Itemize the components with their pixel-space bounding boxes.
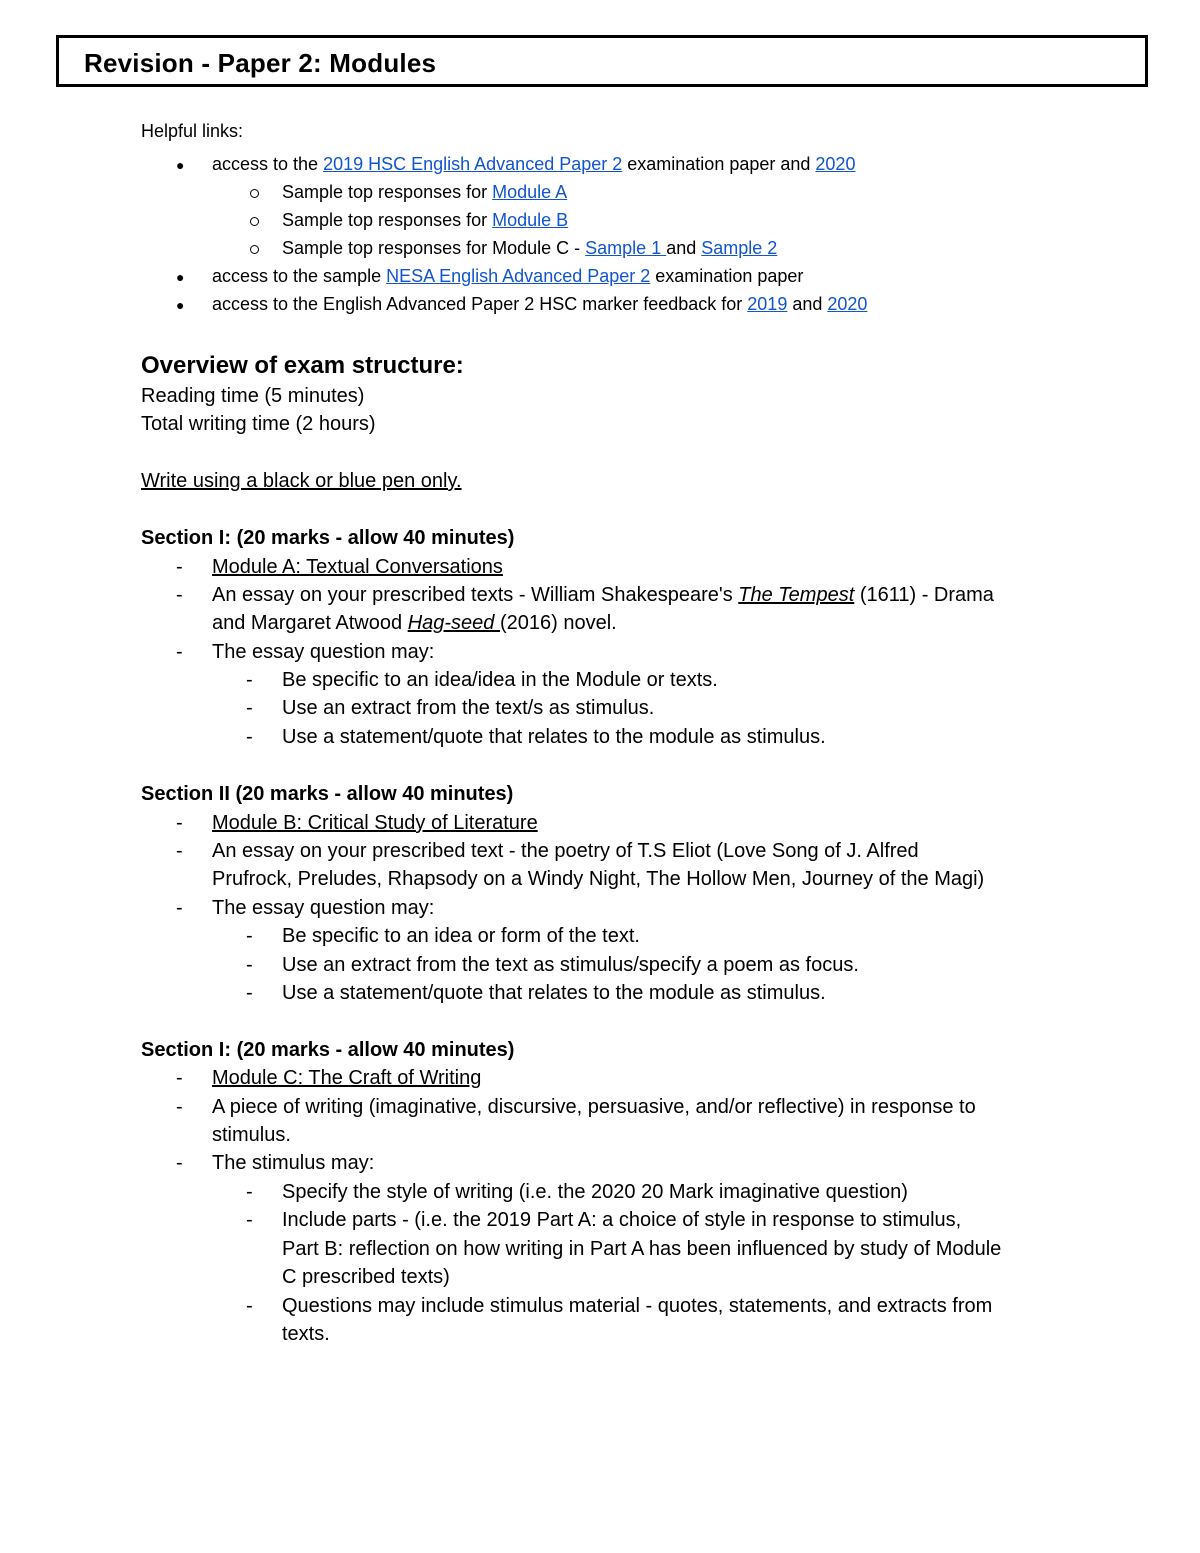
dash-icon: - [246,1209,253,1231]
bullet-icon: ● [176,269,185,285]
writing-time: Total writing time (2 hours) [141,413,376,435]
text-segment: and [666,238,702,258]
helpful-item-feedback [212,294,867,315]
link-2019-hsc-paper[interactable]: 2019 HSC English Advanced Paper 2 [323,154,623,174]
text-segment: access to the [212,154,324,174]
section-b-item-3: Use a statement/quote that relates to the module as stimulus. [282,982,826,1004]
link-nesa-paper[interactable]: NESA English Advanced Paper 2 [386,266,651,286]
dash-icon: - [176,1096,183,1118]
section-c-piece-line2: stimulus. [212,1124,291,1146]
dash-icon: - [176,641,183,663]
section-c-may: The stimulus may: [212,1152,375,1174]
dash-icon: - [246,954,253,976]
link-sample-1[interactable]: Sample 1 [585,238,667,258]
section-c-item-2-line1: Include parts - (i.e. the 2019 Part A: a choice of style in response to stimulus, [282,1209,962,1231]
dash-icon: - [246,1295,253,1317]
dash-icon: - [176,1067,183,1089]
helpful-links-label: Helpful links: [141,121,244,141]
section-b-heading: Section II (20 marks - allow 40 minutes) [141,783,514,805]
section-a-module: Module A: Textual Conversations [212,556,503,578]
link-module-b[interactable]: Module B [492,210,569,230]
pen-instruction: Write using a black or blue pen only. [141,470,462,492]
text-segment: examination paper and [622,154,816,174]
text-segment: and Margaret Atwood [212,612,408,634]
dash-icon: - [246,1181,253,1203]
text-segment: Sample top responses for [282,210,493,230]
section-b-module: Module B: Critical Study of Literature [212,812,538,834]
section-b-essay-line2: Prufrock, Preludes, Rhapsody on a Windy Night, The Hollow Men, Journey of the Magi) [212,868,985,890]
section-c-module: Module C: The Craft of Writing [212,1067,482,1089]
dash-icon: - [176,812,183,834]
dash-icon: - [246,669,253,691]
helpful-subitem-module-b [282,210,568,231]
reading-time: Reading time (5 minutes) [141,385,365,407]
text-title-hag-seed: Hag-seed [407,612,500,634]
section-c-item-2-line2: Part B: reflection on how writing in Part A has been influenced by study of Module [282,1238,1002,1260]
bullet-icon: ● [176,297,185,313]
link-sample-2[interactable]: Sample 2 [701,238,778,258]
dash-icon: - [246,925,253,947]
text-segment: Sample top responses for Module C - [282,238,586,258]
helpful-item-nesa [212,266,803,287]
dash-icon: - [176,584,183,606]
dash-icon: - [176,556,183,578]
text-segment: examination paper [650,266,804,286]
section-c-piece-line1: A piece of writing (imaginative, discursive, persuasive, and/or reflective) in response to [212,1096,976,1118]
dash-icon: - [176,1152,183,1174]
text-segment: access to the English Advanced Paper 2 HSC marker feedback for [212,294,748,314]
helpful-item-hsc [212,154,855,175]
link-2020-paper[interactable]: 2020 [815,154,856,174]
bullet-icon: ● [176,157,185,173]
dash-icon: - [176,840,183,862]
link-feedback-2020[interactable]: 2020 [827,294,868,314]
dash-icon: - [246,982,253,1004]
text-segment: An essay on your prescribed texts - William Shakespeare's [212,584,739,606]
circle-bullet-icon [250,217,259,226]
circle-bullet-icon [250,189,259,198]
helpful-subitem-module-a [282,182,567,203]
circle-bullet-icon [250,245,259,254]
text-segment: access to the sample [212,266,387,286]
text-title-tempest: The Tempest [738,584,855,606]
text-segment: (2016) novel. [499,612,617,634]
section-c-item-3-line2: texts. [282,1323,330,1345]
link-module-a[interactable]: Module A [492,182,568,202]
text-segment: Sample top responses for [282,182,493,202]
section-c-item-3-line1: Questions may include stimulus material - quotes, statements, and extracts from [282,1295,993,1317]
section-c-heading: Section I: (20 marks - allow 40 minutes) [141,1039,515,1061]
helpful-subitem-module-c [282,238,777,259]
section-a-item-3: Use a statement/quote that relates to the module as stimulus. [282,726,826,748]
section-a-heading: Section I: (20 marks - allow 40 minutes) [141,527,515,549]
text-segment: (1611) - Drama [854,584,994,606]
section-a-item-2: Use an extract from the text/s as stimulus. [282,697,655,719]
link-feedback-2019[interactable]: 2019 [747,294,788,314]
section-b-item-2: Use an extract from the text as stimulus/specify a poem as focus. [282,954,859,976]
dash-icon: - [246,726,253,748]
overview-heading: Overview of exam structure: [141,352,464,379]
dash-icon: - [246,697,253,719]
section-a-item-1: Be specific to an idea/idea in the Module or texts. [282,669,718,691]
section-a-may: The essay question may: [212,641,435,663]
title-box [56,35,1148,87]
section-b-may: The essay question may: [212,897,435,919]
section-a-essay-line1 [212,584,994,607]
dash-icon: - [176,897,183,919]
section-c-item-2-line3: C prescribed texts) [282,1266,450,1288]
section-b-item-1: Be specific to an idea or form of the text. [282,925,640,947]
section-b-essay-line1: An essay on your prescribed text - the poetry of T.S Eliot (Love Song of J. Alfred [212,840,919,862]
page-title: Revision - Paper 2: Modules [84,48,437,78]
section-c-item-1: Specify the style of writing (i.e. the 2020 20 Mark imaginative question) [282,1181,908,1203]
section-a-essay-line2 [212,612,617,635]
text-segment: and [787,294,828,314]
